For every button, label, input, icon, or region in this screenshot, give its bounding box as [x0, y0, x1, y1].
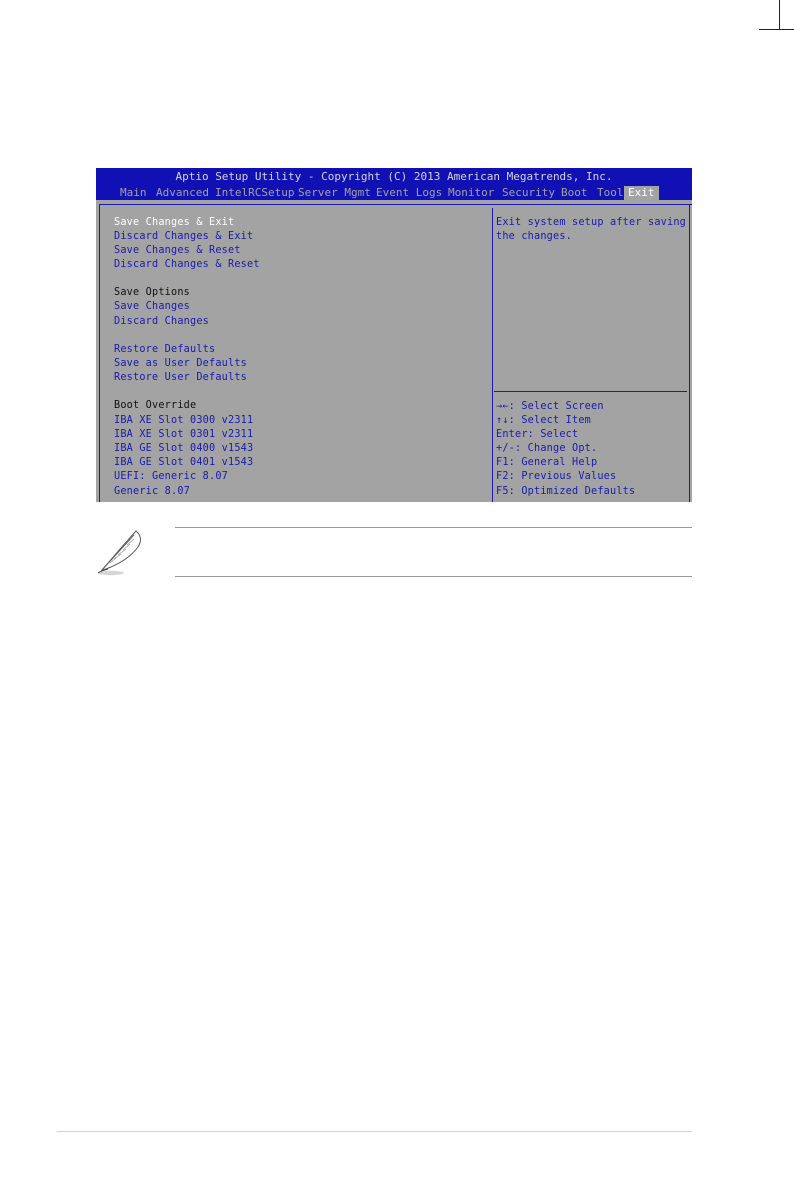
- feather-icon: [96, 525, 148, 577]
- tab-server-mgmt[interactable]: Server Mgmt: [298, 186, 371, 199]
- tab-main[interactable]: Main: [120, 186, 147, 199]
- tab-boot[interactable]: Boot: [561, 186, 588, 199]
- crop-mark-horizontal: [759, 29, 794, 30]
- menu-save-changes-exit[interactable]: Save Changes & Exit: [114, 217, 235, 228]
- tab-security[interactable]: Security: [502, 186, 555, 199]
- bios-title-bar: Aptio Setup Utility - Copyright (C) 2013 American Megatrends, Inc.: [96, 168, 692, 185]
- panel-divider: [492, 208, 493, 502]
- help-key-optimized-defaults: F5: Optimized Defaults: [496, 486, 636, 497]
- help-key-enter: Enter: Select: [496, 429, 579, 440]
- boot-item[interactable]: IBA GE Slot 0401 v1543: [114, 457, 254, 468]
- menu-restore-user-defaults[interactable]: Restore User Defaults: [114, 372, 248, 383]
- help-key-select-item: ↑↓: Select Item: [496, 415, 592, 426]
- panel-right-border: [689, 205, 690, 502]
- help-key-previous-values: F2: Previous Values: [496, 471, 617, 482]
- tab-event-logs[interactable]: Event Logs: [376, 186, 443, 199]
- tab-tool[interactable]: Tool: [597, 186, 624, 199]
- note-bottom-rule: [175, 576, 692, 577]
- section-boot-override: Boot Override: [114, 400, 197, 411]
- bios-tab-bar: [96, 185, 692, 200]
- bios-setup-screen: [96, 168, 692, 502]
- help-key-select-screen: →←: Select Screen: [496, 401, 604, 412]
- menu-discard-changes[interactable]: Discard Changes: [114, 316, 210, 327]
- menu-save-changes-reset[interactable]: Save Changes & Reset: [114, 245, 241, 256]
- note-top-rule: [175, 527, 692, 528]
- menu-save-changes[interactable]: Save Changes: [114, 301, 191, 312]
- help-description-line2: the changes.: [496, 231, 573, 242]
- menu-discard-changes-reset[interactable]: Discard Changes & Reset: [114, 259, 260, 270]
- tab-exit[interactable]: Exit: [624, 186, 659, 200]
- footer-rule: [57, 1131, 692, 1132]
- tab-intelrcsetup[interactable]: IntelRCSetup: [215, 186, 295, 199]
- help-key-general-help: F1: General Help: [496, 457, 598, 468]
- menu-restore-defaults[interactable]: Restore Defaults: [114, 344, 216, 355]
- boot-item[interactable]: IBA XE Slot 0301 v2311: [114, 429, 254, 440]
- boot-item[interactable]: UEFI: Generic 8.07: [114, 471, 229, 482]
- menu-discard-changes-exit[interactable]: Discard Changes & Exit: [114, 231, 254, 242]
- section-save-options: Save Options: [114, 287, 191, 298]
- help-key-change-opt: +/-: Change Opt.: [496, 443, 598, 454]
- help-description-line1: Exit system setup after saving: [496, 217, 687, 228]
- boot-item[interactable]: IBA XE Slot 0300 v2311: [114, 415, 254, 426]
- note-box: [96, 525, 694, 579]
- help-separator: [494, 391, 687, 392]
- menu-save-user-defaults[interactable]: Save as User Defaults: [114, 358, 248, 369]
- boot-item[interactable]: Generic 8.07: [114, 486, 191, 497]
- crop-mark-vertical: [779, 0, 780, 30]
- boot-item[interactable]: IBA GE Slot 0400 v1543: [114, 443, 254, 454]
- tab-monitor[interactable]: Monitor: [448, 186, 495, 199]
- tab-advanced[interactable]: Advanced: [156, 186, 209, 199]
